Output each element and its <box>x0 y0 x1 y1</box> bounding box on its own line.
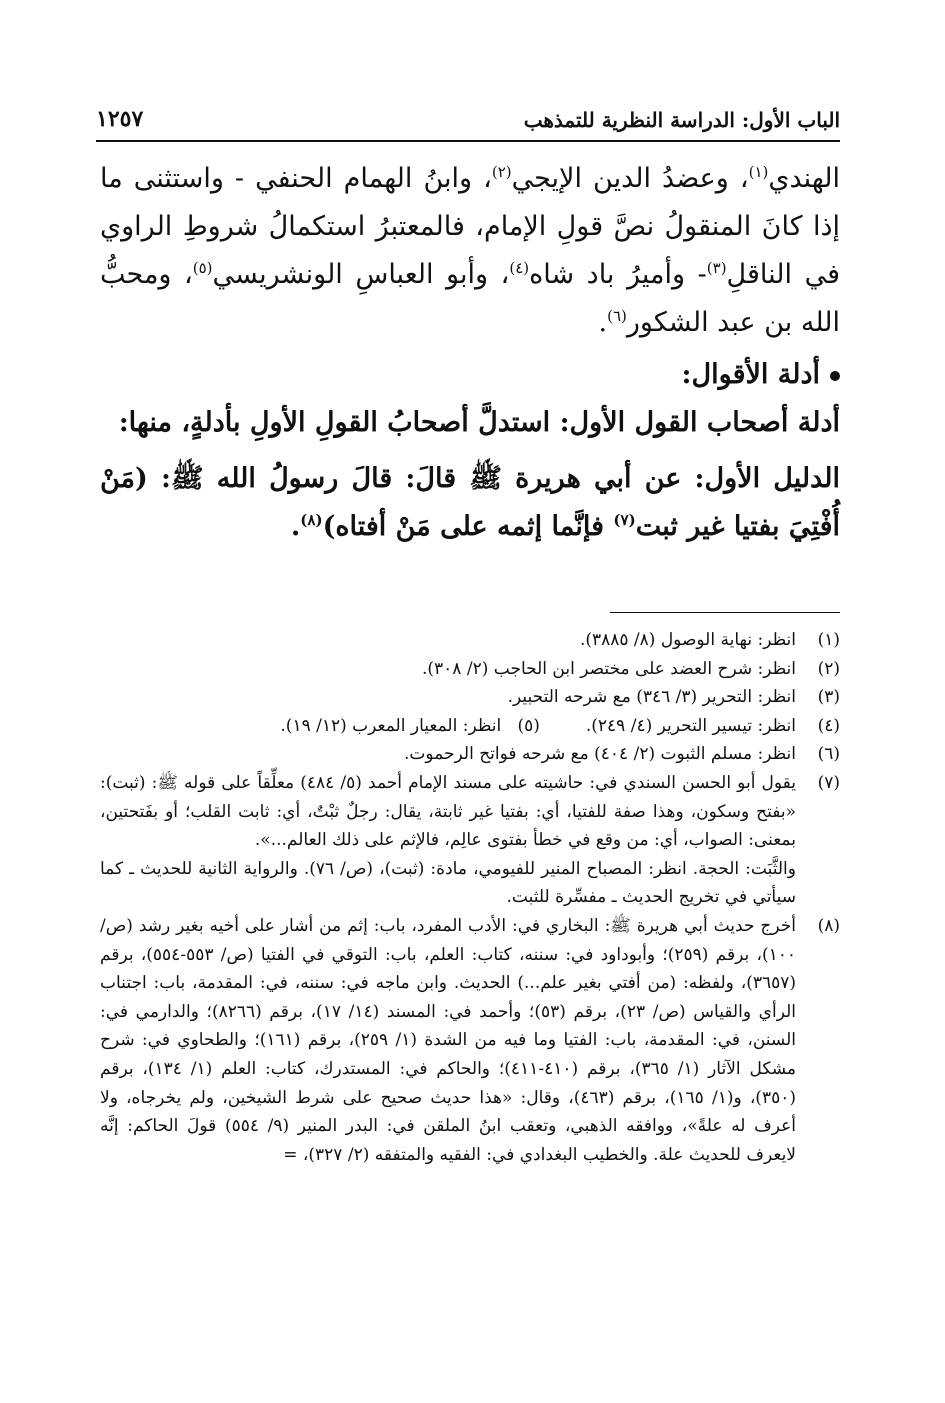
text-segment: ، وعضدُ الدين الإيجي <box>511 163 749 194</box>
footnote-ref[interactable]: (٧) <box>613 511 636 529</box>
footnote-text: انظر: مسلم الثبوت (٢/ ٤٠٤) مع شرحه فواتح الرحموت. <box>404 744 796 765</box>
paragraph-first-proof <box>100 455 840 551</box>
evidence-text: استدلَّ أصحابُ القولِ الأولِ بأدلةٍ، منها: <box>118 407 560 438</box>
footnote-number: (٨) <box>817 915 840 936</box>
footnote-text: أخرج حديث أبي هريرة ﷺ: البخاري في: الأدب المفرد، باب: إثم من أشار على أخيه بغير رشد (ص/ ١٠٠)، برقم (٢٥٩)؛ وأبوداود في: سننه، كتاب: العلم، باب: التوقي في الفتيا (ص/ ٥٥٣-٥٥٤)، برقم (٣٦٥٧)، ولفظه: (من أفتي بغير علم...) الحديث. وابن ماجه في: سننه، في: المقدمة، باب: اجتناب الرأي والقياس (ص/ ٢٣)، برقم (٥٣)؛ وأحمد في: المسند (١٤/ ١٧)، برقم (٨٢٦٦)؛ والدارمي في: السنن، في: المقدمة، باب: الفتيا وما فيه من الشدة (١/ ٢٥٩)، برقم (١٦١)؛ والطحاوي في: شرح مشكل الآثار (١/ ٣٦٥)، برقم (٤١٠-٤١١)؛ والحاكم في: المستدرك، كتاب: العلم (١/ ١٣٤)، برقم (٣٥٠)، و(١/ ١٦٥)، برقم (٤٦٣)، وقال: «هذا حديث صحيح على شرط الشيخين، ولم يخرجاه، ولا أعرف له علةً»، ووافقه الذهبي، وتعقب ابنُ الملقن في: البدر المنير (٩/ ٥٥٤) قولَ الحاكم: إنَّه لايعرف للحديث علة. والخطيب البغدادي في: الفقيه والمتفقه (٢/ ٣٢٧)، = <box>100 915 796 1165</box>
footnote-text: والثَّبَت: الحجة. انظر: المصباح المنير للفيومي، مادة: (ثبت)، (ص/ ٧٦). والرواية الثانية للحديث ـ كما سيأتي في تخريج الحديث ـ مفسِّرة للثبت. <box>100 858 796 908</box>
footnote-inline <box>280 712 539 741</box>
footnote <box>100 712 840 741</box>
text-segment: الهندي <box>768 163 840 194</box>
footnote-number: (١) <box>817 630 840 650</box>
proof-label: الدليل الأول: <box>694 463 840 494</box>
footnote-ref[interactable]: (٤) <box>509 259 530 277</box>
footnote-ref[interactable]: (٦) <box>607 307 627 325</box>
footnote <box>100 740 840 769</box>
footnote-ref[interactable]: (٢) <box>491 163 512 181</box>
footnotes <box>100 626 840 1169</box>
footnote-text: انظر: شرح العضد على مختصر ابن الحاجب (٢/ ٣٠٨). <box>422 658 796 679</box>
footnote-text: انظر: نهاية الوصول (٨/ ٣٨٨٥). <box>579 630 796 650</box>
text-segment: ، وابنُ الهمام الحنفي - واستثنى ما إذا كانَ المنقولُ نصَّ قولِ الإمام، فالمعتبرُ استكمالُ شروطِ الراوي في الناقلِ <box>100 163 840 290</box>
page-number: ١٢٥٧ <box>96 106 144 132</box>
main-text <box>100 155 840 551</box>
footnote-number: (٤) <box>817 715 840 736</box>
text-segment: ، وأبو العباسِ الونشريسي <box>212 259 510 290</box>
footnote <box>100 626 840 655</box>
footnote-number: (٢) <box>817 658 840 679</box>
footnote-separator <box>610 612 840 613</box>
footnote-number: (٦) <box>817 744 840 765</box>
bullet-icon <box>830 371 840 381</box>
footnote-text: يقول أبو الحسن السندي في: حاشيته على مسند الإمام أحمد (٥/ ٤٨٤) معلِّقاً على قوله ﷺ: (ثبت): «بفتح وسكون، وهذا صفة للفتيا، أي: بفتيا غير ثابتة، يقال: رجلٌ ثبْتٌ، أي: ثابت القلب؛ أو بفَتحتين، بمعنى: الصواب، أي: من وقع في خطأ بفتوى عالِم، فالإثم على ذلك العالم...». <box>100 772 796 851</box>
footnote-number: (٧) <box>817 772 840 793</box>
footnote-number: (٥) <box>517 715 540 736</box>
footnote-number: (٣) <box>817 687 840 708</box>
footnote-ref[interactable]: (٨) <box>300 511 323 529</box>
paragraph-evidence-intro <box>100 399 840 447</box>
footnote <box>100 655 840 684</box>
chapter-title: الباب الأول: الدراسة النظرية للتمذهب <box>523 108 840 132</box>
footnote-ref[interactable]: (١) <box>748 163 769 181</box>
text-segment: ، ومحبُّ الله بن عبد الشكور <box>100 259 840 338</box>
text-segment: . <box>290 511 301 542</box>
text-segment: - وأميرُ باد شاه <box>529 259 707 290</box>
heading-text: أدلة الأقوال: <box>681 359 820 390</box>
page-header <box>96 102 840 142</box>
footnote-text: انظر: التحرير (٣/ ٣٤٦) مع شرحه التحبير. <box>507 687 796 708</box>
header-rule <box>96 140 840 142</box>
section-heading <box>100 351 840 399</box>
footnote-ref[interactable]: (٣) <box>706 259 727 277</box>
footnote <box>100 912 840 1169</box>
proof-text: عن أبي هريرة ﷺ قالَ: قالَ رسولُ الله ﷺ: (مَنْ أُفْتِيَ بفتيا غير ثبت <box>100 463 840 542</box>
footnote <box>100 683 840 712</box>
footnote <box>100 769 840 912</box>
footnote-text: انظر: تيسير التحرير (٤/ ٢٤٩). <box>585 715 796 736</box>
proof-text: فإنَّما إثمه على مَنْ أفتاه) <box>322 511 614 542</box>
paragraph-scholars <box>100 155 840 347</box>
footnote-text: انظر: المعيار المعرب (١٢/ ١٩). <box>280 715 502 736</box>
evidence-title: أدلة أصحاب القول الأول: <box>559 407 840 438</box>
footnote-ref[interactable]: (٥) <box>192 259 213 277</box>
text-segment: . <box>598 307 608 338</box>
